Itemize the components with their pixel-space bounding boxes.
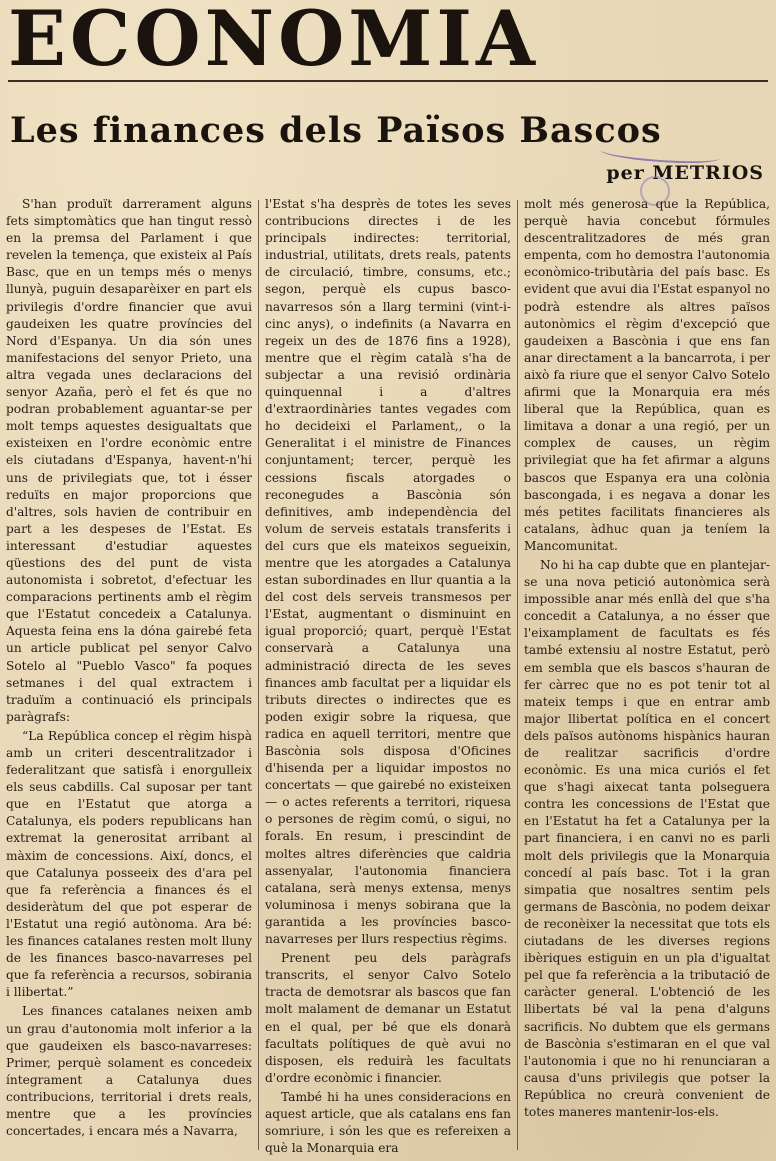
article-column-3 <box>524 196 770 1158</box>
masthead-rule <box>8 80 768 82</box>
article-headline: Les finances dels Països Bascos <box>10 110 662 151</box>
column-divider <box>517 200 518 1150</box>
paragraph: Les finances catalanes neixen amb un grau d'autonomia molt inferior a la que gaudeixen els basco-navarreses: Primer, perquè solament es concedeix íntegrament a Catalunya dues contribucions, territorial i drets reals, mentre que a les províncies concertades, i encara més a Navarra, <box>6 1004 252 1139</box>
paragraph: Prenent peu dels paràgrafs transcrits, el senyor Calvo Sotelo tracta de demotsrar als bascos que fan molt malament de demanar un Estatut en el qual, per bé que els donarà facultats polítiques de què avui no disposen, els reduirà les facultats d'ordre econòmic i financier. <box>265 951 511 1085</box>
paragraph: l'Estat s'ha desprès de totes les seves contribucions directes i de les principals indirectes: territorial, industrial, utilitats, drets reals, patents de circulació, timbre, consums, etc.; segon, perquè els cupus basco-navarresos són a llarg termini (vint-i-cinc anys), o indefinits (a Navarra en regeix un des de 1876 fins a 1928), mentre que el règim català s'ha de subjectar a una revisió ordinària quinquennal i a d'altres d'extraordinàries tantes vegades com ho decideixi el Parlament,, o la Generalitat i el ministre de Finances conjuntament; tercer, perquè les cessions fiscals atorgades o reconegudes a Bascònia són definitives, amb independència del volum de serveis estatals transferits i del curs que els mateixos segueixin, mentre que les atorgades a Catalunya estan subordinades en llur quantia a la del cost dels serveis transmesos per l'Estat, augmentant o disminuint en igual proporció; quart, perquè l'Estat conservarà a Catalunya una administració directa de les seves finances amb facultat per a liquidar els tributs directes o indirectes que es poden exigir sobre la riquesa, que radica en aquell territori, mentre que Bascònia sols disposa d'Oficines d'hisenda per a liquidar impostos no concertats — que gairebé no existeixen — o actes referents a territori, riquesa o persones de règim comú, o sigui, no forals. En resum, i prescindint de moltes altres diferències que caldria assenyalar, l'autonomia financiera catalana, serà menys extensa, menys voluminosa i menys sobirana que la garantida a les províncies basco-navarreses per llurs respectius règims. <box>265 197 511 947</box>
article-column-2 <box>265 196 511 1158</box>
article-byline: per METRIOS <box>606 162 764 184</box>
paragraph: “La República concep el règim hispà amb un criteri descentralitzador i federalitzant que satisfà i enorgulleix els seus cabdills. Cal suposar per tant que en l'Estatut que atorga a Catalunya, els poders republicans han extremat la generositat arribant al màxim de concessions. Així, doncs, el que Catalunya posseeix des d'ara pel que fa referència a finances és el desideràtum del que pot esperar de l'Estatut una regió autònoma. Ara bé: les finances catalanes resten molt lluny de les finances basco-navarreses pel que fa referència a recursos, sobirania i llibertat.” <box>6 728 252 1000</box>
paragraph: No hi ha cap dubte que en plantejar-se una nova petició autonòmica serà impossible anar més enllà del que s'ha concedit a Catalunya, a no ésser que l'eixamplament de facultats es fés també extensiu al nostre Estatut, però em sembla que els bascos s'hauran de fer càrrec que no es pot tenir tot al mateix temps i que en entrar amb major llibertat política en el concert dels països autònoms hispànics hauran de realitzar sacrificis d'ordre econòmic. Es una mica curiós el fet que s'hagi aixecat tanta polseguera contra les concessions de l'Estat que en l'Estatut ha fet a Catalunya per la part financiera, i en canvi no es parli molt dels privilegis que la Monarquia concedí al país basc. Tot i la gran simpatia que nosaltres sentim pels germans de Bascònia, no podem deixar de reconèixer la necessitat que tots els ciutadans de les diverses regions ibèriques estiguin en un pla d'igualtat pel que fa referència a la tributació de caràcter general. L'obtenció de les llibertats bé val la pena d'alguns sacrificis. No dubtem que els germans de Bascònia s'estimaran en el que val l'autonomia i que no hi renunciaran a causa d'uns privilegis que potser la República no creurà convenient de totes maneres mantenir-los-els. <box>524 557 770 1119</box>
section-masthead: ECONOMIA <box>8 0 539 83</box>
paragraph: S'han produït darrerament alguns fets simptomàtics que han tingut ressò en la premsa del Parlament i que revelen la temença, que existeix al País Basc, que en un temps més o menys llunyà, puguin desaparèixer en part els privilegis d'ordre financier que avui gaudeixen les quatre províncies del Nord d'Espanya. Un dia són unes manifestacions del senyor Prieto, una altra vegada unes declaracions del senyor Azaña, però el fet és que no podran probablement aguantar-se per molt temps aquestes desigualtats que existeixen en l'ordre econòmic entre els ciutadans d'Espanya, havent-n'hi uns de privilegiats que, tot i ésser reduïts en major proporcions que d'altres, sols havien de contribuir en part a les despeses de l'Estat. Es interessant d'estudiar aquestes qüestions des del punt de vista autonomista i sobretot, d'efectuar les comparacions pertinents amb el règim que l'Estatut concedeix a Catalunya. Aquesta feina ens la dóna gairebé feta un article publicat pel senyor Calvo Sotelo al "Pueblo Vasco" fa poques setmanes i del qual extractem i traduïm a continuació els principals paràgrafs: <box>6 197 252 724</box>
article-body <box>6 196 770 1158</box>
column-divider <box>258 200 259 1150</box>
paragraph: També hi ha unes consideracions en aquest article, que als catalans ens fan somriure, i són les que es refereixen a què la Monarquia era <box>265 1089 511 1156</box>
article-column-1 <box>6 196 252 1158</box>
paragraph: molt més generosa que la República, perquè havia concebut fórmules descentralitzadores de més gran empenta, com ho demostra l'autonomia econòmico-tributària del país basc. Es evident que avui dia l'Estat espanyol no podrà estendre als altres països autonòmics el règim d'excepció que gaudeixen a Bascònia i que ens fan anar directament a la bancarrota, i per això fa riure que el senyor Calvo Sotelo afirmi que la Monarquia era més liberal que la República, quan es limitava a donar a una regió, per un complex de causes, un règim privilegiat que ha fet afirmar a alguns bascos que Espanya era una colònia bascongada, i es negava a donar les més petites facilitats financieres als catalans, àdhuc quan ja teníem la Mancomunitat. <box>524 197 770 553</box>
